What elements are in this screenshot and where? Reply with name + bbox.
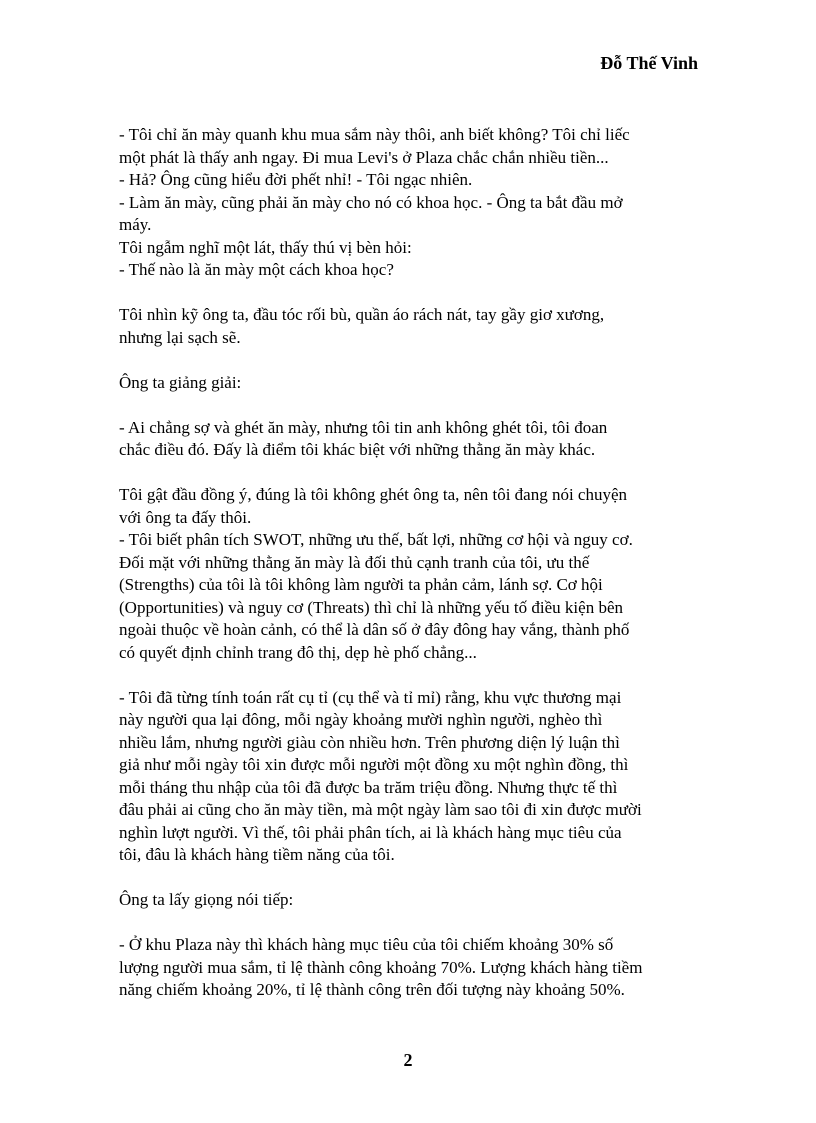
text-line: giả như mỗi ngày tôi xin được mỗi người một đồng xu một nghìn đồng, thì: [119, 755, 629, 774]
text-line: - Tôi chỉ ăn mày quanh khu mua sắm này thôi, anh biết không? Tôi chỉ liếc: [119, 125, 630, 144]
text-line: một phát là thấy anh ngay. Đi mua Levi's ở Plaza chắc chắn nhiều tiền...: [119, 147, 609, 167]
paragraph: [119, 304, 704, 349]
text-line: Ông ta lấy giọng nói tiếp:: [119, 890, 294, 909]
text-line: có quyết định chỉnh trang đô thị, dẹp hè phố chẳng...: [119, 642, 477, 662]
text-line: - Tôi biết phân tích SWOT, những ưu thế, bất lợi, những cơ hội và nguy cơ.: [119, 530, 633, 549]
paragraph: [119, 124, 704, 282]
text-line: lượng người mua sắm, tỉ lệ thành công khoảng 70%. Lượng khách hàng tiềm: [119, 957, 643, 977]
text-line: tôi, đâu là khách hàng tiềm năng của tôi.: [119, 845, 395, 864]
text-line: năng chiếm khoảng 20%, tỉ lệ thành công trên đối tượng này khoảng 50%.: [119, 980, 625, 999]
text-line: mỗi tháng thu nhập của tôi đã được ba trăm triệu đồng. Nhưng thực tế thì: [119, 777, 618, 797]
text-line: nghìn lượt người. Vì thế, tôi phải phân tích, ai là khách hàng mục tiêu của: [119, 822, 622, 842]
text-line: Tôi nhìn kỹ ông ta, đầu tóc rối bù, quần áo rách nát, tay gầy giơ xương,: [119, 305, 605, 324]
text-line: - Ai chẳng sợ và ghét ăn mày, nhưng tôi tin anh không ghét tôi, tôi đoan: [119, 417, 608, 437]
text-line: - Làm ăn mày, cũng phải ăn mày cho nó có khoa học. - Ông ta bắt đầu mở: [119, 192, 623, 212]
text-line: nhưng lại sạch sẽ.: [119, 327, 241, 347]
page-number: 2: [403, 1050, 413, 1070]
text-line: - Tôi đã từng tính toán rất cụ tỉ (cụ thể và tỉ mỉ) rằng, khu vực thương mại: [119, 687, 622, 707]
paragraph: [119, 484, 704, 664]
text-line: chắc điều đó. Đấy là điểm tôi khác biệt với những thằng ăn mày khác.: [119, 440, 596, 459]
text-line: này người qua lại đông, mỗi ngày khoảng mười nghìn người, nghèo thì: [119, 710, 603, 729]
text-line: ngoài thuộc về hoàn cảnh, có thể là dân số ở đây đông hay vắng, thành phố: [119, 620, 630, 639]
paragraph: [119, 889, 704, 912]
text-line: - Ở khu Plaza này thì khách hàng mục tiêu của tôi chiếm khoảng 30% số: [119, 935, 614, 954]
paragraph: [119, 372, 704, 395]
text-line: với ông ta đấy thôi.: [119, 507, 252, 527]
text-line: máy.: [119, 215, 152, 234]
text-line: nhiều lắm, nhưng người giàu còn nhiều hơn. Trên phương diện lý luận thì: [119, 732, 620, 752]
document-body: [119, 124, 704, 1024]
text-line: Ông ta giảng giải:: [119, 372, 242, 392]
paragraph: [119, 687, 704, 867]
header-author: Đỗ Thế Vinh: [600, 53, 698, 73]
text-line: (Strengths) của tôi là tôi không làm người ta phản cảm, lánh sợ. Cơ hội: [119, 575, 603, 594]
paragraph: [119, 934, 704, 1002]
text-line: - Thế nào là ăn mày một cách khoa học?: [119, 260, 394, 279]
paragraph: [119, 417, 704, 462]
text-line: Tôi ngẫm nghĩ một lát, thấy thú vị bèn hỏi:: [119, 237, 412, 257]
text-line: đâu phải ai cũng cho ăn mày tiền, mà một ngày làm sao tôi đi xin được mười: [119, 800, 642, 819]
text-line: Đối mặt với những thằng ăn mày là đối thủ cạnh tranh của tôi, ưu thế: [119, 552, 590, 572]
text-line: (Opportunities) và nguy cơ (Threats) thì chỉ là những yếu tố điều kiện bên: [119, 597, 623, 617]
text-line: Tôi gật đầu đồng ý, đúng là tôi không ghét ông ta, nên tôi đang nói chuyện: [119, 485, 628, 504]
text-line: - Hả? Ông cũng hiểu đời phết nhỉ! - Tôi ngạc nhiên.: [119, 170, 473, 189]
